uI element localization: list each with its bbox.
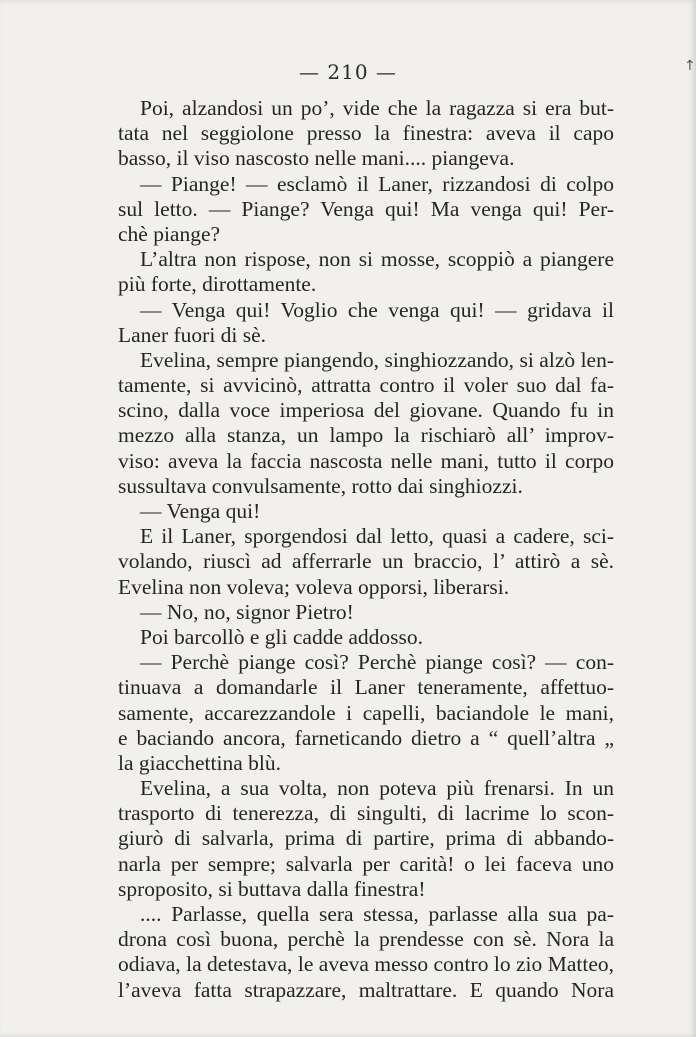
text-line: Evelina non voleva; voleva opporsi, liberarsi. <box>118 574 510 599</box>
text-line: Evelina, a sua volta, non poteva più frenarsi. In un <box>140 776 614 801</box>
page-number: — 210 — <box>299 60 397 84</box>
text-line: — Venga qui! <box>140 499 261 523</box>
text-line: e baciando ancora, farneticando dietro a “ quell’altra „ <box>118 725 614 750</box>
body-text <box>118 96 614 1003</box>
text-line: — Perchè piange così? Perchè piange così? — con- <box>140 650 614 675</box>
text-line: — Piange! — esclamò il Laner, rizzandosi di colpo <box>140 171 614 196</box>
text-line: trasporto di tenerezza, di singulti, di lacrime lo scon- <box>118 801 614 826</box>
text-line: viso: aveva la faccia nascosta nelle mani, tutto il corpo <box>118 448 614 473</box>
text-line: mezzo alla stanza, un lampo la rischiarò all’ improv- <box>118 423 614 448</box>
text-line: scino, dalla voce imperiosa del giovane. Quando fu in <box>118 398 614 423</box>
text-line: E il Laner, sporgendosi dal letto, quasi a cadere, sci- <box>140 524 614 549</box>
text-line: chè piange? <box>118 221 221 246</box>
text-line: Evelina, sempre piangendo, singhiozzando, si alzò len- <box>140 347 614 372</box>
text-line: Laner fuori di sè. <box>118 322 267 347</box>
text-line: volando, riuscì ad afferrarle un braccio, l’ attirò a sè. <box>118 549 614 574</box>
text-line: tamente, si avvicinò, attratta contro il voler suo dal fa- <box>118 373 614 398</box>
text-line: tata nel seggiolone presso la finestra: aveva il capo <box>118 121 614 146</box>
text-line: samente, accarezzandole i capelli, baciandole le mani, <box>118 700 614 725</box>
text-line: Poi, alzandosi un po’, vide che la ragazza si era but- <box>140 96 614 120</box>
text-line: sul letto. — Piange? Venga qui! Ma venga qui! Per- <box>118 196 614 221</box>
text-line: l’aveva fatta strapazzare, maltrattare. E quando Nora <box>118 977 614 1002</box>
text-line: narla per sempre; salvarla per carità! o lei faceva uno <box>118 851 614 876</box>
text-line: giurò di salvarla, prima di partire, prima di abbando- <box>118 826 614 851</box>
text-line: sproposito, si buttava dalla finestra! <box>118 876 426 901</box>
text-line: .... Parlasse, quella sera stessa, parlasse alla sua pa- <box>140 902 614 926</box>
text-line: drona così buona, perchè la prendesse con sè. Nora la <box>118 927 614 952</box>
text-line: — Venga qui! Voglio che venga qui! — gridava il <box>140 297 614 322</box>
text-line: tinuava a domandarle il Laner teneramente, affettuo- <box>118 675 614 700</box>
text-line: — No, no, signor Pietro! <box>140 599 354 624</box>
margin-mark: ↑ <box>684 58 696 74</box>
text-line: basso, il viso nascosto nelle mani.... piangeva. <box>118 146 515 171</box>
text-line: la giacchettina blù. <box>118 750 281 775</box>
text-line: più forte, dirottamente. <box>118 272 317 297</box>
text-line: sussultava convulsamente, rotto dai singhiozzi. <box>118 473 523 498</box>
text-line: Poi barcollò e gli cadde addosso. <box>140 624 424 649</box>
text-line: odiava, la detestava, le aveva messo contro lo zio Matteo, <box>118 952 614 977</box>
text-line: L’altra non rispose, non si mosse, scoppiò a piangere <box>140 247 614 272</box>
